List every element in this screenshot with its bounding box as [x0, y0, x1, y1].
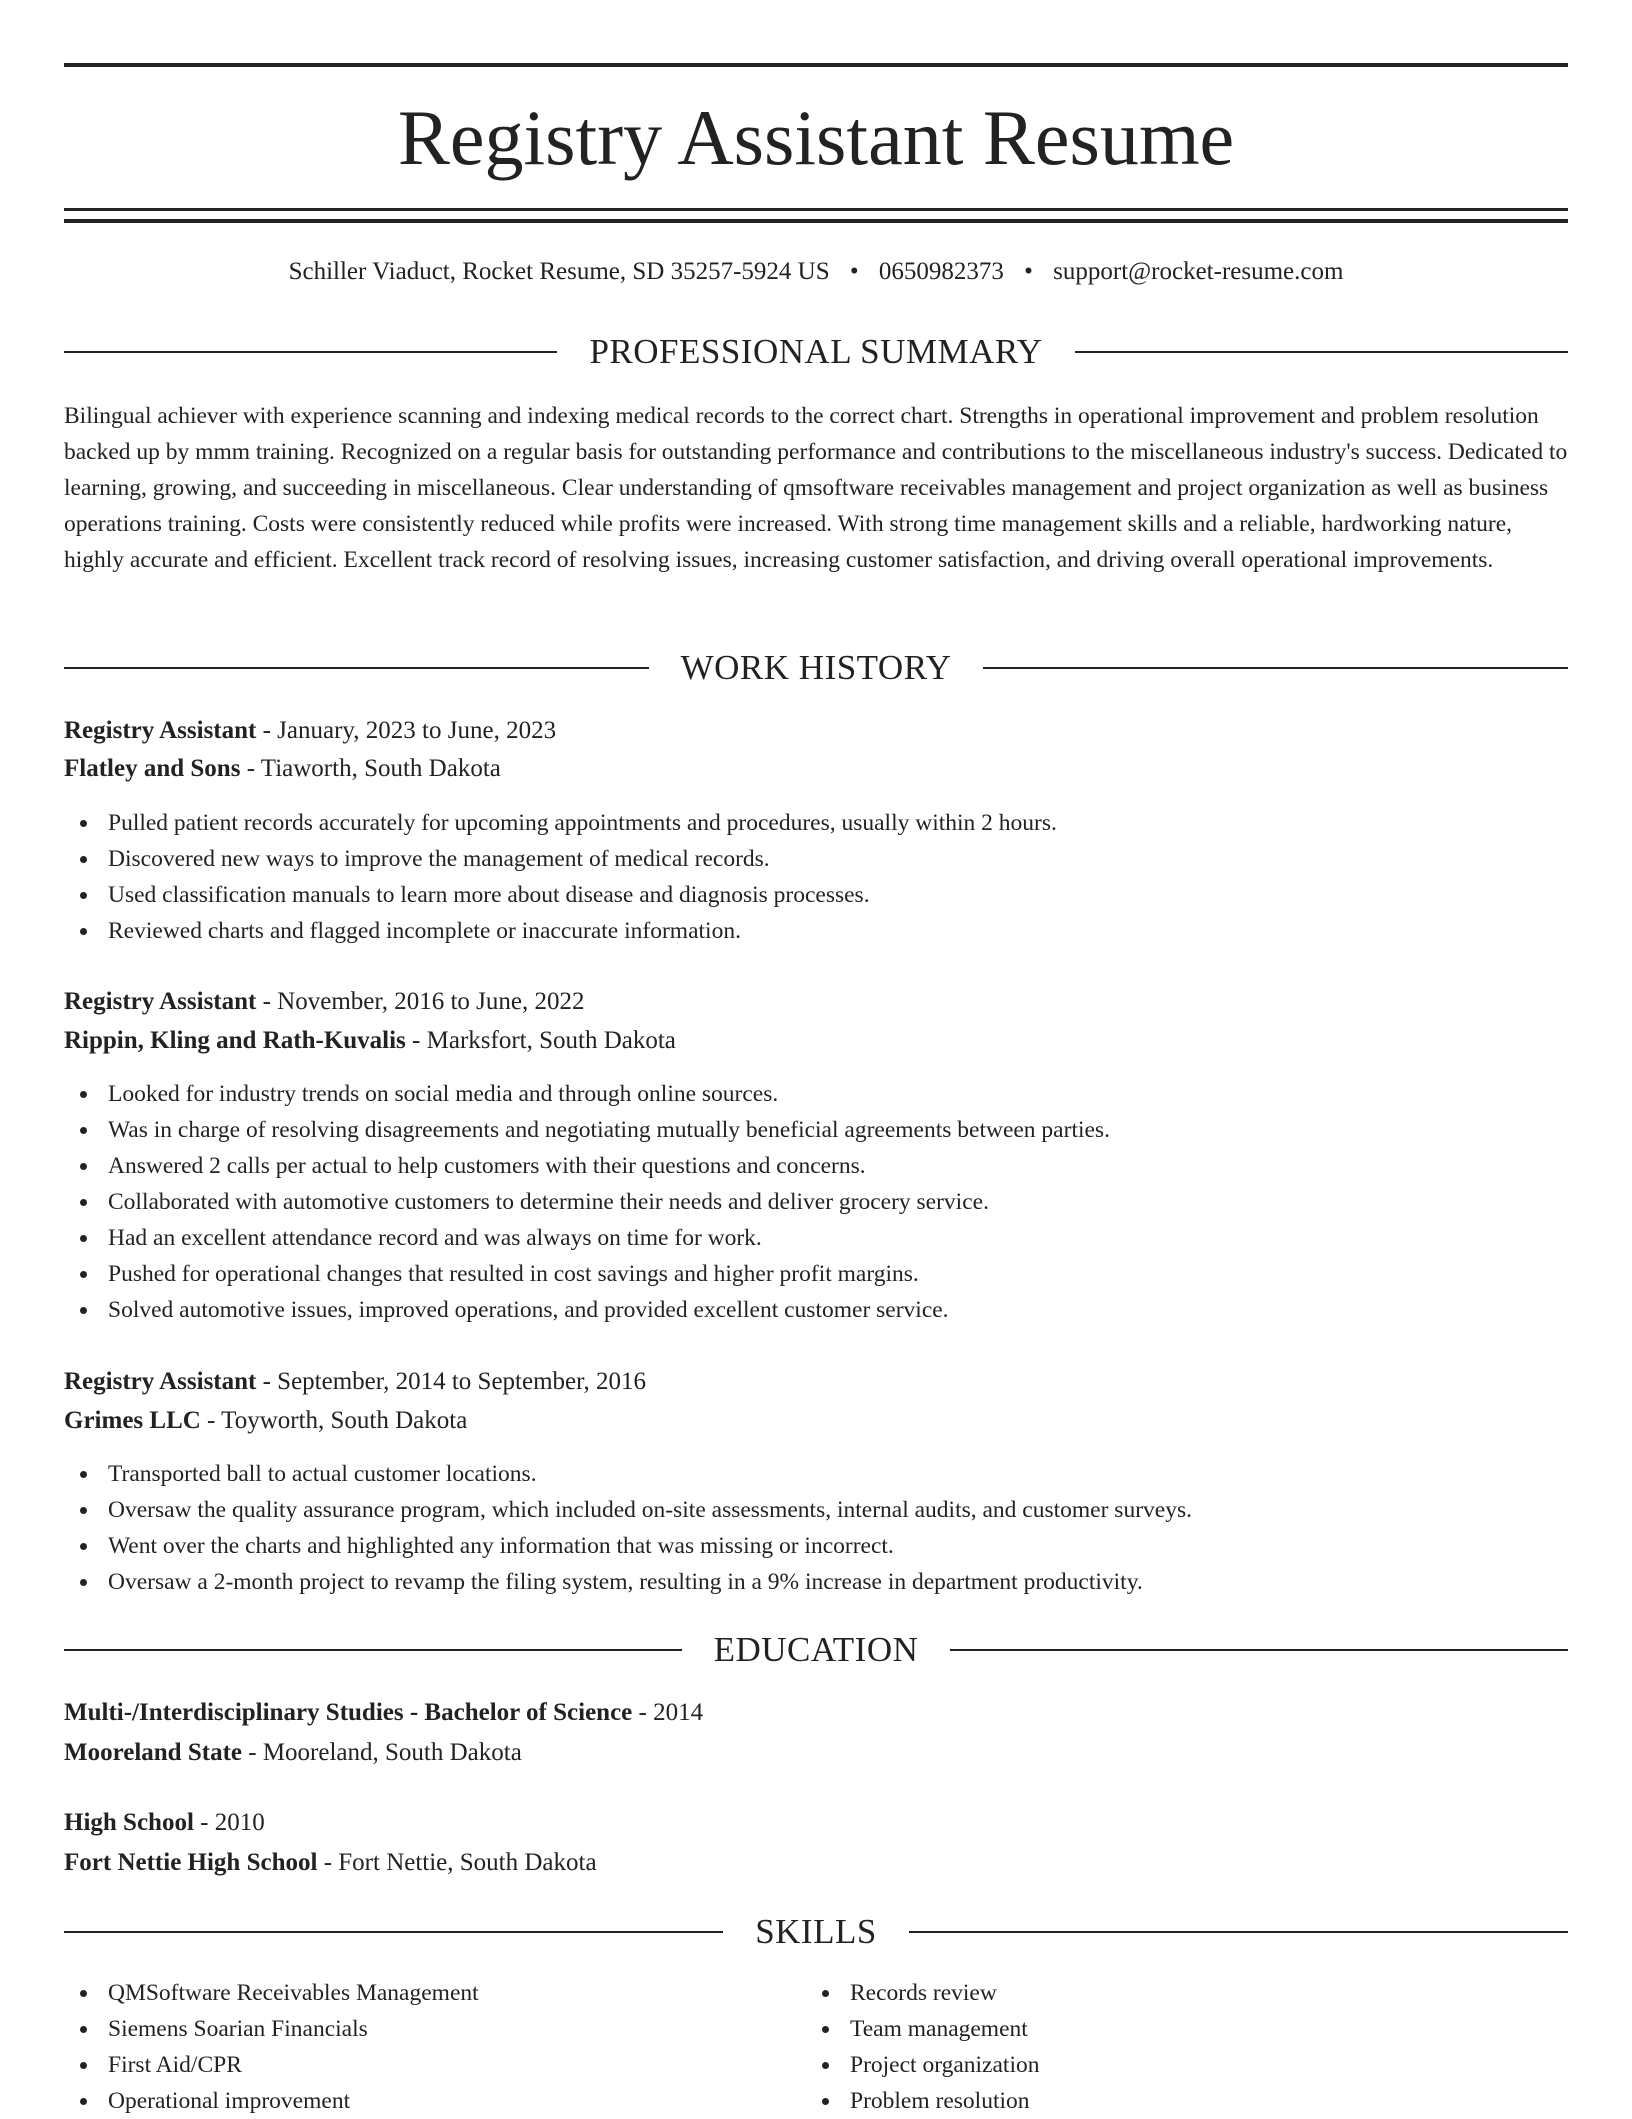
list-item: Pulled patient records accurately for upcoming appointments and procedures, usually within 2 hours. — [64, 805, 1568, 841]
list-item: Looked for industry trends on social media and through online sources. — [64, 1076, 1568, 1112]
skill-item: Siemens Soarian Financials — [64, 2011, 806, 2047]
education-degree: Multi-/Interdisciplinary Studies - Bachelor of Science — [64, 1699, 633, 1726]
job-dates: - January, 2023 to June, 2023 — [262, 717, 557, 744]
section-title: PROFESSIONAL SUMMARY — [589, 332, 1043, 371]
job-company: Rippin, Kling and Rath-Kuvalis — [64, 1027, 406, 1054]
heading-rule — [64, 1649, 682, 1651]
skill-item: First Aid/CPR — [64, 2047, 806, 2083]
skills-list-right — [806, 1975, 1548, 2119]
job-dates: - September, 2014 to September, 2016 — [262, 1368, 646, 1395]
education-location: - Fort Nettie, South Dakota — [323, 1849, 597, 1876]
section-title: SKILLS — [755, 1912, 877, 1951]
section-heading-summary — [64, 330, 1568, 374]
job-company-line — [64, 1401, 1568, 1441]
contact-separator: • — [1024, 258, 1033, 285]
job-title-line — [64, 711, 1568, 751]
list-item: Reviewed charts and flagged incomplete or inaccurate information. — [64, 913, 1568, 949]
job-location: - Marksfort, South Dakota — [412, 1027, 676, 1054]
education-degree-line — [64, 1693, 1568, 1733]
list-item: Transported ball to actual customer locations. — [64, 1456, 1568, 1492]
skills-list-left — [64, 1975, 806, 2119]
job-title-line — [64, 982, 1568, 1022]
contact-separator: • — [849, 258, 859, 285]
summary-paragraph: Bilingual achiever with experience scanning and indexing medical records to the correct chart. Strengths in operational improvement and problem resolution backed up by mmm training. Recognized on a regular basis for outstanding performance and contributions to the miscellaneous industry's success. Dedicated to learning, growing, and succeeding in miscellaneous. Clear understanding of qmsoftware receivables management and project organization as well as business operations training. Costs were consistently reduced while profits were increased. With strong time management skills and a reliable, hardworking nature, highly accurate and efficient. Excellent track record of resolving issues, increasing customer satisfaction, and driving overall operational improvements. — [64, 403, 1568, 573]
list-item: Had an excellent attendance record and was always on time for work. — [64, 1220, 1568, 1256]
section-title: EDUCATION — [713, 1630, 919, 1669]
page-title: Registry Assistant Resume — [397, 94, 1235, 181]
contact-phone: 0650982373 — [878, 258, 1004, 285]
job-bullets — [64, 1076, 1568, 1328]
job-dates: - November, 2016 to June, 2022 — [262, 988, 585, 1015]
skill-item: Records review — [806, 1975, 1548, 2011]
job-title: Registry Assistant — [64, 717, 257, 744]
skill-item: QMSoftware Receivables Management — [64, 1975, 806, 2011]
job-company-line — [64, 749, 1568, 789]
skill-item: Team management — [806, 2011, 1548, 2047]
heading-rule — [909, 1931, 1568, 1933]
job-company-line — [64, 1021, 1568, 1061]
heading-rule — [64, 351, 557, 353]
job-location: - Tiaworth, South Dakota — [246, 755, 501, 782]
title-double-rule — [64, 208, 1568, 223]
education-school: Fort Nettie High School — [64, 1849, 318, 1876]
list-item: Oversaw the quality assurance program, which included on-site assessments, internal audits, and customer surveys. — [64, 1492, 1568, 1528]
education-year: - 2010 — [200, 1809, 265, 1836]
education-location: - Mooreland, South Dakota — [248, 1739, 522, 1766]
job-location: - Toyworth, South Dakota — [207, 1407, 468, 1434]
list-item: Solved automotive issues, improved operations, and provided excellent customer service. — [64, 1292, 1568, 1328]
list-item: Answered 2 calls per actual to help customers with their questions and concerns. — [64, 1148, 1568, 1184]
contact-line — [64, 252, 1568, 292]
section-heading-skills — [64, 1910, 1568, 1954]
job-company: Grimes LLC — [64, 1407, 201, 1434]
skill-item: Operational improvement — [64, 2083, 806, 2119]
list-item: Collaborated with automotive customers to determine their needs and deliver grocery service. — [64, 1184, 1568, 1220]
list-item: Was in charge of resolving disagreements and negotiating mutually beneficial agreements between parties. — [64, 1112, 1568, 1148]
job-bullets — [64, 805, 1568, 949]
list-item: Discovered new ways to improve the management of medical records. — [64, 841, 1568, 877]
list-item: Oversaw a 2-month project to revamp the filing system, resulting in a 9% increase in department productivity. — [64, 1564, 1568, 1600]
heading-rule — [1075, 351, 1568, 353]
education-school-line — [64, 1733, 1568, 1773]
skill-item: Problem resolution — [806, 2083, 1548, 2119]
education-degree-line — [64, 1803, 1568, 1843]
job-company: Flatley and Sons — [64, 755, 241, 782]
list-item: Went over the charts and highlighted any information that was missing or incorrect. — [64, 1528, 1568, 1564]
education-school-line — [64, 1843, 1568, 1883]
job-title: Registry Assistant — [64, 1368, 257, 1395]
job-title-line — [64, 1362, 1568, 1402]
contact-email: support@rocket-resume.com — [1053, 258, 1344, 285]
education-degree: High School — [64, 1809, 194, 1836]
education-year: - 2014 — [638, 1699, 704, 1726]
job-bullets — [64, 1456, 1568, 1600]
list-item: Used classification manuals to learn more about disease and diagnosis processes. — [64, 877, 1568, 913]
heading-rule — [64, 667, 649, 669]
job-title: Registry Assistant — [64, 988, 257, 1015]
top-rule — [64, 63, 1568, 67]
section-title: WORK HISTORY — [680, 648, 952, 687]
education-school: Mooreland State — [64, 1739, 242, 1766]
section-heading-education — [64, 1628, 1568, 1672]
section-heading-work-history — [64, 646, 1568, 690]
contact-address: Schiller Viaduct, Rocket Resume, SD 35257-5924 US — [288, 258, 830, 285]
heading-rule — [64, 1931, 723, 1933]
skill-item: Project organization — [806, 2047, 1548, 2083]
heading-rule — [983, 667, 1568, 669]
heading-rule — [950, 1649, 1568, 1651]
list-item: Pushed for operational changes that resulted in cost savings and higher profit margins. — [64, 1256, 1568, 1292]
